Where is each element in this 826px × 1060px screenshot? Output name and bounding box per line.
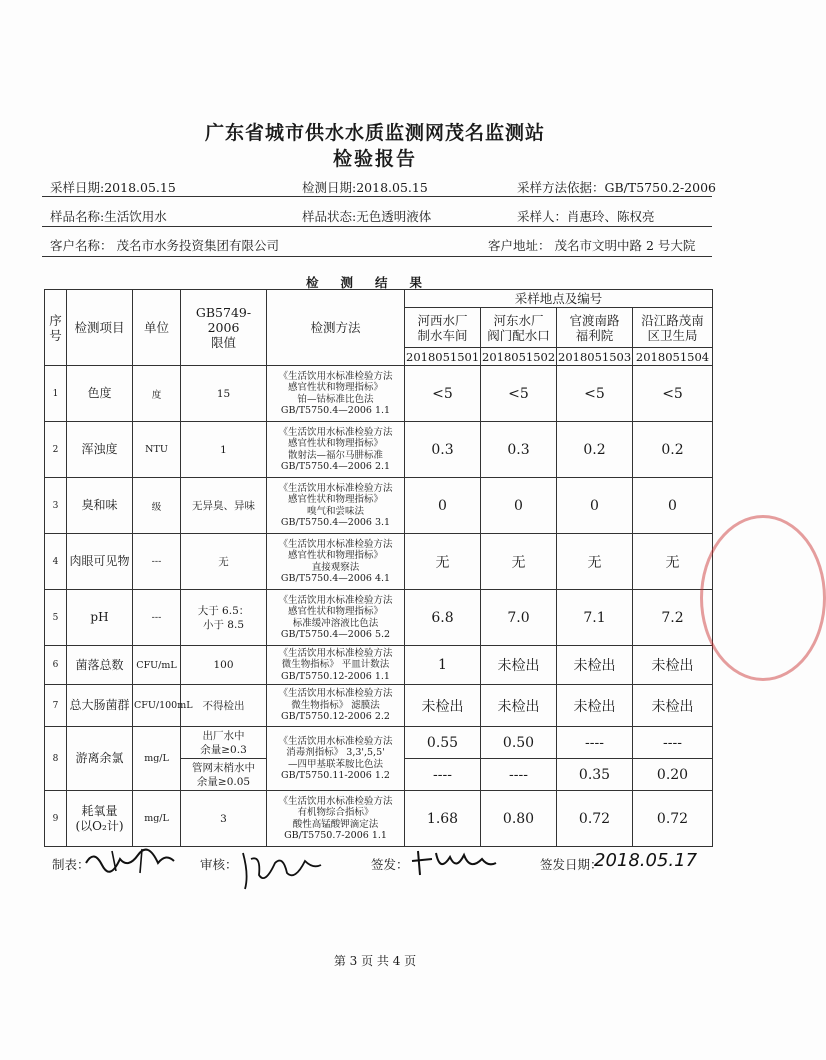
site-name: 河西水厂 制水车间 (405, 308, 481, 348)
row-item: 臭和味 (67, 478, 133, 534)
row-index: 6 (45, 646, 67, 685)
row-index: 3 (45, 478, 67, 534)
site-name: 沿江路茂南 区卫生局 (633, 308, 713, 348)
row-value: 1 (405, 646, 481, 685)
row-limit: 3 (181, 791, 267, 847)
page-number: 第 3 页 共 4 页 (333, 954, 417, 968)
row-item: 总大肠菌群 (67, 685, 133, 727)
row-method: 《生活饮用水标准检验方法 消毒剂指标》 3,3',5,5' —四甲基联苯胺比色法 GB/T5750.11-2006 1.2 (267, 727, 405, 791)
row-index: 2 (45, 422, 67, 478)
row-value: 0.3 (405, 422, 481, 478)
row-value: 未检出 (557, 685, 633, 727)
row-value: 0.80 (481, 791, 557, 847)
client-name: 客户名称： 茂名市水务投资集团有限公司 (50, 238, 279, 253)
row-method: 《生活饮用水标准检验方法 感官性状和物理指标》 直接观察法 GB/T5750.4—2006 4.1 (267, 534, 405, 590)
header-method: 检测方法 (267, 290, 405, 366)
row-value: ---- (557, 727, 633, 759)
issue-date-label: 签发日期： (540, 857, 603, 872)
row-unit: CFU/100mL (133, 685, 181, 727)
row-limit: 15 (181, 366, 267, 422)
row-method: 《生活饮用水标准检验方法 微生物指标》 平皿计数法 GB/T5750.12-2006 1.1 (267, 646, 405, 685)
row-value: 7.2 (633, 590, 713, 646)
row-index: 1 (45, 366, 67, 422)
row-value: 0 (557, 478, 633, 534)
site-name: 河东水厂 阀门配水口 (481, 308, 557, 348)
row-value: 0 (633, 478, 713, 534)
row-value: 未检出 (481, 685, 557, 727)
row-value: ---- (633, 727, 713, 759)
red-seal-stamp (700, 515, 826, 681)
row-value: <5 (481, 366, 557, 422)
report-title: 广东省城市供水水质监测网茂名监测站 (204, 122, 545, 144)
row-item: 菌落总数 (67, 646, 133, 685)
row-index: 9 (45, 791, 67, 847)
row-value: 未检出 (633, 685, 713, 727)
row-value: <5 (557, 366, 633, 422)
row-value: <5 (405, 366, 481, 422)
row-index: 5 (45, 590, 67, 646)
row-value: 无 (633, 534, 713, 590)
table-row (45, 646, 713, 685)
row-value: 0.3 (481, 422, 557, 478)
sampling-date: 采样日期:2018.05.15 (50, 180, 176, 195)
table-row (45, 478, 713, 534)
divider (42, 226, 712, 227)
row-limit: 无异臭、异味 (181, 478, 267, 534)
row-value: 0.55 (405, 727, 481, 759)
row-method: 《生活饮用水标准检验方法 感官性状和物理指标》 嗅气和尝味法 GB/T5750.4—2006 3.1 (267, 478, 405, 534)
row-value: ---- (481, 759, 557, 791)
table-row (45, 791, 713, 847)
row-index: 7 (45, 685, 67, 727)
row-method: 《生活饮用水标准检验方法 感官性状和物理指标》 铂—钴标准比色法 GB/T5750.4—2006 1.1 (267, 366, 405, 422)
row-value: ---- (405, 759, 481, 791)
row-unit: 级 (133, 478, 181, 534)
row-value: 1.68 (405, 791, 481, 847)
row-value: 0.2 (557, 422, 633, 478)
row-method: 《生活饮用水标准检验方法 感官性状和物理指标》 散射法—福尔马肼标准 GB/T5750.4—2006 2.1 (267, 422, 405, 478)
divider (42, 256, 712, 257)
issue-date-value: 2018.05.17 (594, 850, 698, 871)
row-unit: CFU/mL (133, 646, 181, 685)
row-value: 无 (557, 534, 633, 590)
row-item: 色度 (67, 366, 133, 422)
row-value: 无 (481, 534, 557, 590)
issued-by-label: 签发： (371, 857, 409, 872)
row-method: 《生活饮用水标准检验方法 微生物指标》 滤膜法 GB/T5750.12-2006 2.2 (267, 685, 405, 727)
row-limit: 大于 6.5： 小于 8.5 (181, 590, 267, 646)
header-sites: 采样地点及编号 (405, 290, 713, 308)
row-value: 未检出 (633, 646, 713, 685)
row-value: 7.1 (557, 590, 633, 646)
prepared-signature (82, 845, 177, 875)
site-code: 2018051504 (633, 348, 713, 366)
header-index: 序号 (45, 290, 67, 366)
row-unit: mg/L (133, 791, 181, 847)
header-item: 检测项目 (67, 290, 133, 366)
row-index: 4 (45, 534, 67, 590)
reviewed-by-label: 审核： (200, 857, 238, 872)
row-limit: 无 (181, 534, 267, 590)
row-item: 肉眼可见物 (67, 534, 133, 590)
row-limit: 100 (181, 646, 267, 685)
report-subtitle: 检验报告 (332, 148, 417, 170)
row-value: 0.35 (557, 759, 633, 791)
divider (42, 196, 712, 197)
table-row (45, 422, 713, 478)
client-address: 客户地址： 茂名市文明中路 2 号大院 (488, 238, 696, 253)
sample-name: 样品名称:生活饮用水 (50, 209, 167, 224)
row-value: 0.20 (633, 759, 713, 791)
header-unit: 单位 (133, 290, 181, 366)
row-method: 《生活饮用水标准检验方法 有机物综合指标》 酸性高锰酸钾滴定法 GB/T5750.7-2006 1.1 (267, 791, 405, 847)
row-unit: 度 (133, 366, 181, 422)
prepared-by-label: 制表： (52, 857, 90, 872)
site-code: 2018051502 (482, 349, 556, 364)
site-code: 2018051503 (558, 349, 632, 364)
results-title: 检测结果 (305, 275, 444, 290)
row-limit: 1 (181, 422, 267, 478)
row-limit: 出厂水中 余量≥0.3 (181, 727, 267, 759)
row-method: 《生活饮用水标准检验方法 感官性状和物理指标》 标准缓冲溶液比色法 GB/T5750.4—2006 5.2 (267, 590, 405, 646)
reviewed-signature (235, 845, 325, 895)
row-value: 未检出 (557, 646, 633, 685)
row-value: 0.72 (633, 791, 713, 847)
row-item: 浑浊度 (67, 422, 133, 478)
row-value: <5 (633, 366, 713, 422)
row-unit: mg/L (133, 727, 181, 791)
row-index: 8 (45, 727, 67, 791)
sample-status: 样品状态:无色透明液体 (302, 209, 432, 224)
row-unit: NTU (133, 422, 181, 478)
table-row (45, 366, 713, 422)
row-item: 耗氧量 (以O₂计) (67, 791, 133, 847)
row-item: pH (67, 590, 133, 646)
header-limit: GB5749-2006 限值 (181, 290, 267, 366)
results-table (44, 289, 713, 847)
table-row (45, 727, 713, 759)
table-row (45, 534, 713, 590)
table-row (45, 590, 713, 646)
row-item: 游离余氯 (67, 727, 133, 791)
row-value: 0.50 (481, 727, 557, 759)
row-value: 0.2 (633, 422, 713, 478)
row-value: 0 (405, 478, 481, 534)
row-value: 未检出 (481, 646, 557, 685)
row-value: 0 (481, 478, 557, 534)
row-value: 6.8 (405, 590, 481, 646)
site-name: 官渡南路 福利院 (557, 308, 633, 348)
sampling-method: 采样方法依据：GB/T5750.2-2006 (517, 180, 716, 195)
row-unit: --- (133, 590, 181, 646)
issued-signature (410, 845, 500, 879)
site-code: 2018051501 (406, 349, 480, 364)
testing-date: 检测日期:2018.05.15 (302, 180, 428, 195)
row-value: 无 (405, 534, 481, 590)
row-value: 7.0 (481, 590, 557, 646)
table-row (45, 685, 713, 727)
row-value: 未检出 (405, 685, 481, 727)
row-value: 0.72 (557, 791, 633, 847)
row-limit: 管网末梢水中 余量≥0.05 (181, 759, 267, 791)
row-limit: 不得检出 (181, 685, 267, 727)
sampler: 采样人：肖惠玲、陈权亮 (517, 209, 655, 224)
row-unit: --- (133, 534, 181, 590)
